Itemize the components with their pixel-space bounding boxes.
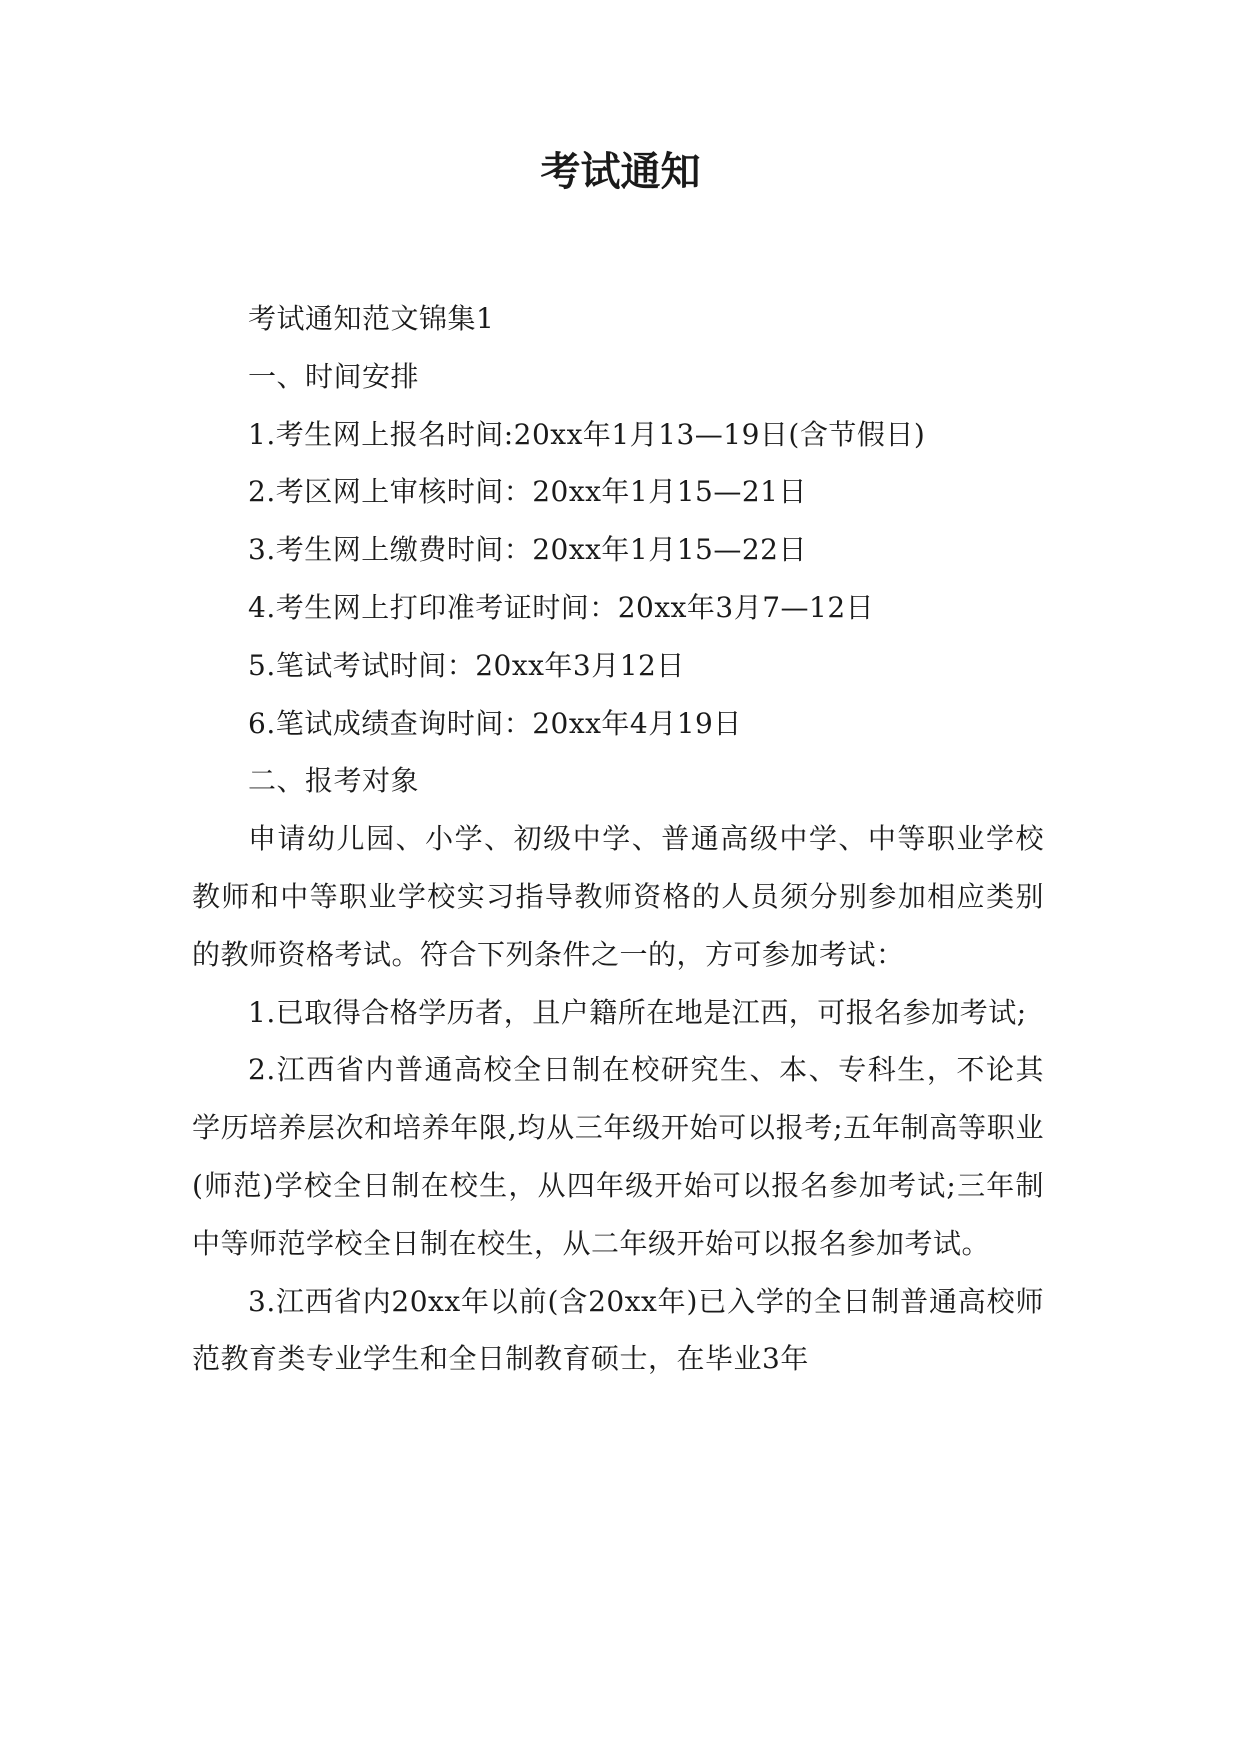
- document-title: 考试通知: [540, 149, 701, 195]
- eligibility-item: 3.江西省内20xx年以前(含20xx年)已入学的全日制普通高校师范教育类专业学生和全日制教育硕士，在毕业3年: [192, 1284, 1044, 1376]
- eligibility-item: 2.江西省内普通高校全日制在校研究生、本、专科生，不论其学历培养层次和培养年限,均从三年级开始可以报考;五年制高等职业(师范)学校全日制在校生，从四年级开始可以报名参加考试;三年制中等师范学校全日制在校生，从二年级开始可以报名参加考试。: [192, 1053, 1044, 1260]
- section-heading-eligibility: 二、报考对象: [248, 764, 420, 798]
- schedule-item: 5.笔试考试时间：20xx年3月12日: [248, 648, 685, 682]
- schedule-item: 2.考区网上审核时间：20xx年1月15—21日: [248, 475, 807, 509]
- schedule-item: 6.笔试成绩查询时间：20xx年4月19日: [248, 706, 742, 740]
- paragraph-collection-heading: 考试通知范文锦集1: [248, 302, 495, 335]
- schedule-item: 4.考生网上打印准考证时间：20xx年3月7—12日: [248, 590, 875, 624]
- document-body: [192, 290, 1044, 1388]
- schedule-item: 3.考生网上缴费时间：20xx年1月15—22日: [248, 533, 807, 567]
- section-heading-schedule: 一、时间安排: [248, 359, 420, 393]
- body-paragraph: 申请幼儿园、小学、初级中学、普通高级中学、中等职业学校教师和中等职业学校实习指导教师资格的人员须分别参加相应类别的教师资格考试。符合下列条件之一的，方可参加考试：: [192, 822, 1044, 971]
- schedule-item: 1.考生网上报名时间:20xx年1月13—19日(含节假日): [248, 417, 926, 451]
- eligibility-item: 1.已取得合格学历者，且户籍所在地是江西，可报名参加考试;: [248, 995, 1027, 1029]
